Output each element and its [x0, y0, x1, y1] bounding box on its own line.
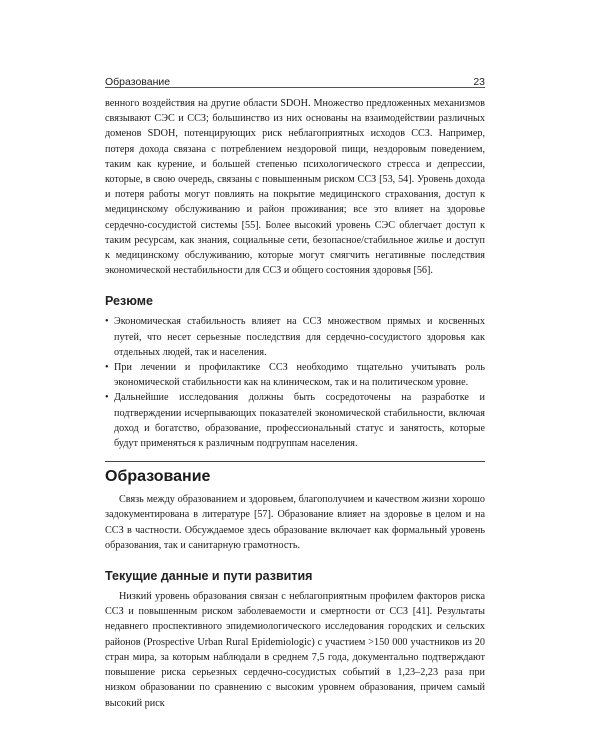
section-divider — [105, 461, 485, 462]
summary-item — [105, 360, 485, 390]
bullet-icon: • — [105, 362, 109, 374]
summary-item-text: Дальнейшие исследования должны быть сосредоточены на разработке и подтверждении исчерпывающих показателей экономической стабильности, включая доход и богатство, образование, профессиональный статус и занятость, которые будут применяться к различным подгруппам населения. — [114, 392, 485, 450]
bullet-icon: • — [105, 392, 109, 404]
summary-heading: Резюме — [105, 294, 153, 309]
header-divider — [105, 87, 485, 88]
intro-paragraph: венного воздействия на другие области SDOH. Множество предложенных механизмов связывают СЭС и ССЗ; большинство из них основаны на взаимодействии различных доменов SDOH, потенцирующих риск неблагоприятных исходов ССЗ. Например, потеря дохода связана с потреблением нездоровой пищи, нездоровым поведением, таким как курение, и большей степенью психологического стресса и депрессии, которые, в свою очередь, связаны с повышенным риском ССЗ [53, 54]. Уровень дохода и потеря работы могут повлиять на покрытие медицинского страхования, доступ к медицинскому обслуживанию и район проживания; все это влияет на здоровье сердечно-сосудистой системы [55]. Более высокий уровень СЭС облегчает доступ к таким ресурсам, как знания, социальные сети, безопасное/стабильное жилье и доступ к медицинскому обслуживанию, которые могут смягчить негативные последствия экономической нестабильности для ССЗ и общего состояния здоровья [56]. — [105, 98, 485, 277]
summary-item-text: При лечении и профилактике ССЗ необходимо тщательно учитывать роль экономической стабильности как на клиническом, так и на политическом уровне. — [114, 362, 485, 389]
page-body — [105, 96, 485, 711]
summary-item-text: Экономическая стабильность влияет на ССЗ множеством прямых и косвенных путей, что несет серьезные последствия для сердечно-сосудистого здоровья как отдельных людей, так и населения. — [114, 316, 485, 358]
page-number: 23 — [473, 76, 485, 88]
summary-item — [105, 390, 485, 451]
education-heading: Образование — [105, 468, 211, 486]
header-section-title: Образование — [105, 76, 171, 88]
current-data-paragraph: Низкий уровень образования связан с неблагоприятным профилем факторов риска ССЗ и повышенным риском заболеваемости и смертности от ССЗ [41]. Результаты недавнего проспективного эпидемиологического исследования городских и сельских районов (Prospective Urban Rural Epidemiologic) с участием >150 000 участников из 20 стран мира, за которым наблюдали в среднем 7,5 года, документально подтверждают повышение риска серьезных сердечно-сосудистых событий в 1,23–2,23 раза при низком образовании по сравнению с высоким уровнем образования, причем самый высокий риск — [105, 591, 485, 709]
summary-list — [105, 314, 485, 451]
summary-item — [105, 314, 485, 360]
bullet-icon: • — [105, 316, 109, 328]
running-header — [105, 70, 485, 88]
current-data-heading: Текущие данные и пути развития — [105, 569, 313, 584]
education-paragraph: Связь между образованием и здоровьем, благополучием и качеством жизни хорошо задокументирована в литературе [57]. Образование влияет на здоровье в целом и на ССЗ в частности. Обсуждаемое здесь образование включает как формальный уровень образования, так и санитарную грамотность. — [105, 494, 485, 551]
